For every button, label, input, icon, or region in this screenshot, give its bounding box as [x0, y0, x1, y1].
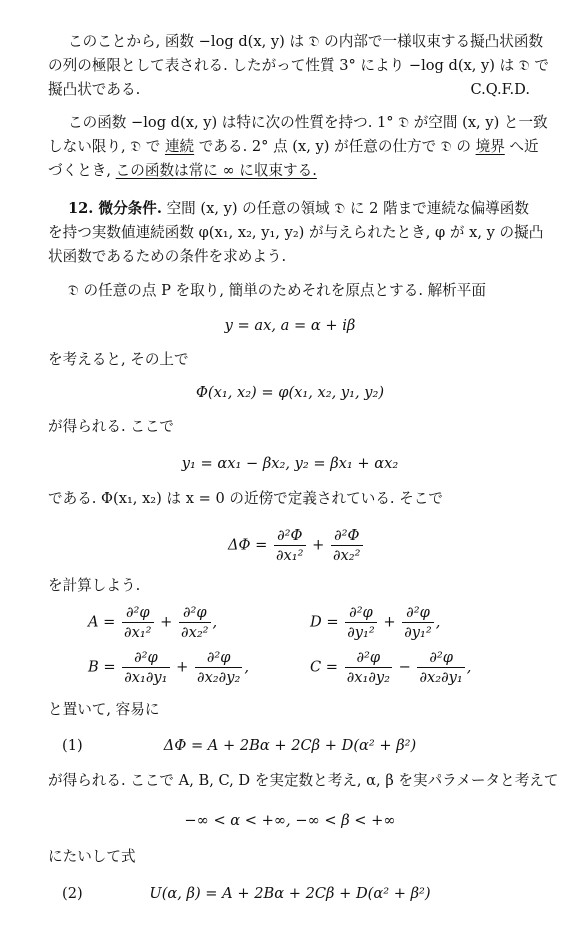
text-line: を計算しよう.	[48, 577, 141, 594]
equation-line: y = ax, a = α + iβ	[224, 317, 356, 334]
text-line: この函数 −log d(x, y) は特に次の性質を持つ. 1° 𝔇 が空間 (x, y) と一致	[68, 114, 548, 131]
text-line: である. Φ(x₁, x₂) は x = 0 の近傍で定義されている. そこで	[48, 490, 443, 507]
punctuation: ,	[435, 613, 441, 631]
text-fragment: 擬凸状である.	[48, 81, 141, 98]
fraction-denominator: ∂x₁∂y₁	[124, 669, 168, 686]
punctuation: ,	[212, 613, 218, 631]
section-title: 12. 微分条件.	[68, 200, 162, 217]
equation-number: (1)	[62, 737, 83, 754]
equation-lhs: ΔΦ =	[228, 536, 273, 554]
text-line: が得られる. ここで A, B, C, D を実定数と考え, α, β を実パラメータと考えて	[48, 772, 559, 789]
fraction	[331, 527, 362, 564]
equation-line: ΔΦ = A + 2Bα + 2Cβ + D(α² + β²)	[163, 737, 417, 754]
fraction-denominator: ∂y₁²	[347, 624, 375, 641]
operator: +	[383, 613, 396, 631]
fraction-numerator: ∂²φ	[122, 649, 169, 668]
fraction-denominator: ∂x₁∂y₂	[346, 669, 390, 686]
equation-lhs: A =	[88, 613, 116, 631]
underlined-term: 境界	[475, 138, 505, 155]
fraction-denominator: ∂x₂∂y₂	[197, 669, 241, 686]
operator: −	[398, 658, 411, 676]
text-line: にたいして式	[48, 848, 136, 865]
fraction-numerator: ∂²φ	[122, 604, 153, 623]
definition-B	[88, 649, 249, 686]
punctuation: ,	[244, 658, 249, 676]
fraction	[345, 604, 377, 641]
fraction-numerator: ∂²Φ	[274, 527, 305, 546]
text-fragment: 空間 (x, y) の任意の領域 𝔇 に 2 階まで連続な偏導函数	[161, 200, 529, 217]
underlined-statement: この函数は常に ∞ に収束する.	[115, 162, 317, 179]
equation-number: (2)	[62, 885, 83, 902]
fraction	[122, 649, 169, 686]
fraction-denominator: ∂x₂∂y₁	[419, 669, 463, 686]
definition-C	[310, 649, 471, 686]
text-line: 状函数であるための条件を求めよう.	[48, 248, 287, 265]
text-line: と置いて, 容易に	[48, 701, 160, 718]
fraction-numerator: ∂²Φ	[331, 527, 362, 546]
fraction-denominator: ∂x₁²	[276, 547, 304, 564]
text-fragment: へ近	[504, 138, 539, 155]
fraction-numerator: ∂²φ	[417, 649, 464, 668]
fraction-denominator: ∂x₁²	[124, 624, 152, 641]
definition-A	[88, 604, 217, 641]
punctuation: ,	[466, 658, 472, 676]
text-line: の列の極限として表される. したがって性質 3° により −log d(x, y) は 𝔇 で	[48, 57, 549, 74]
fraction-numerator: ∂²φ	[179, 604, 210, 623]
text-line	[48, 80, 530, 100]
underlined-term: 連続	[164, 138, 195, 155]
qed-mark: C.Q.F.D.	[470, 81, 530, 98]
equation-line: U(α, β) = A + 2Bα + 2Cβ + D(α² + β²)	[149, 885, 431, 902]
fraction	[122, 604, 153, 641]
equation-lhs: C =	[310, 658, 339, 676]
fraction-numerator: ∂²φ	[345, 649, 392, 668]
text-fragment: である. 2° 点 (x, y) が任意の仕方で 𝔇 の	[194, 138, 476, 155]
text-line	[48, 161, 530, 181]
fraction-denominator: ∂x₂²	[333, 547, 361, 564]
fraction-numerator: ∂²φ	[402, 604, 434, 623]
equation-line: y₁ = αx₁ − βx₂, y₂ = βx₁ + αx₂	[181, 455, 399, 472]
operator: +	[160, 613, 173, 631]
operator: +	[176, 658, 189, 676]
definition-D	[310, 604, 440, 641]
text-line: を持つ実数値連続函数 φ(x₁, x₂, y₁, y₂) が与えられたとき, φ が x, y の擬凸	[48, 224, 544, 241]
section-heading-line	[68, 199, 530, 219]
fraction-denominator: ∂y₁²	[404, 624, 432, 641]
fraction	[179, 604, 210, 641]
fraction	[417, 649, 464, 686]
fraction-denominator: ∂x₂²	[181, 624, 209, 641]
text-line: 𝔇 の任意の点 P を取り, 簡単のためそれを原点とする. 解析平面	[68, 282, 486, 299]
equation-lhs: D =	[310, 613, 339, 631]
equation-lhs: B =	[88, 658, 116, 676]
fraction	[402, 604, 434, 641]
operator: +	[312, 536, 330, 554]
text-fragment: づくとき,	[48, 162, 116, 179]
equation-line: Φ(x₁, x₂) = φ(x₁, x₂, y₁, y₂)	[195, 384, 385, 401]
text-fragment: しない限り, 𝔇 で	[48, 138, 165, 155]
fraction	[274, 527, 305, 564]
fraction	[345, 649, 392, 686]
fraction	[195, 649, 242, 686]
text-line: が得られる. ここで	[48, 418, 175, 435]
equation-line: −∞ < α < +∞, −∞ < β < +∞	[184, 812, 396, 829]
text-line: このことから, 函数 −log d(x, y) は 𝔇 の内部で一様収束する擬凸状函数	[68, 33, 544, 50]
fraction-numerator: ∂²φ	[195, 649, 242, 668]
fraction-numerator: ∂²φ	[345, 604, 377, 623]
text-line: を考えると, その上で	[48, 351, 189, 368]
text-line	[48, 137, 539, 157]
laplacian-equation	[228, 527, 365, 564]
